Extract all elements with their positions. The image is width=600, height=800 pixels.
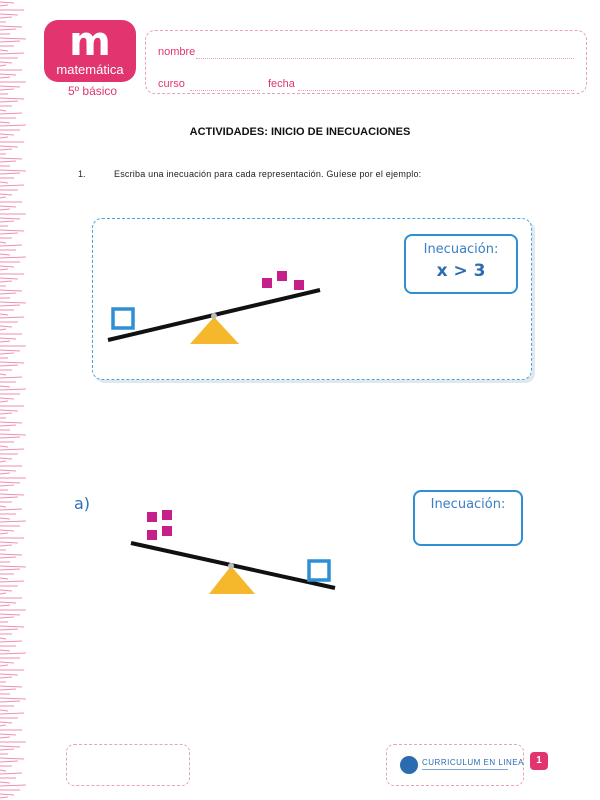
unit-square-icon	[147, 512, 157, 522]
unknown-square-icon	[309, 561, 329, 580]
part-a-label: a)	[74, 494, 91, 513]
fulcrum-pivot	[228, 563, 234, 569]
footer-left-box	[66, 744, 190, 786]
brand-logo-icon	[400, 756, 418, 774]
unit-square-icon	[162, 510, 172, 520]
example-inequality-label: Inecuación:	[423, 242, 499, 257]
brand-name: CURRICULUM EN LINEA	[422, 758, 524, 767]
unit-square-icon	[147, 530, 157, 540]
question-text: Escriba una inecuación para cada representación. Guíese por el ejemplo:	[114, 169, 422, 179]
name-label: nombre	[158, 46, 196, 58]
unit-square-icon	[162, 526, 172, 536]
page-number-badge: 1	[530, 752, 548, 770]
date-label: fecha	[268, 78, 295, 90]
part-a-inequality-label: Inecuación:	[430, 497, 506, 512]
page-title: ACTIVIDADES: INICIO DE INECUACIONES	[189, 126, 411, 138]
logo-letter: m	[69, 19, 111, 65]
course-label: curso	[158, 78, 185, 90]
brand-underline	[422, 769, 508, 773]
example-inequality-answer: x > 3	[436, 261, 486, 281]
grade-label: 5º básico	[68, 84, 118, 98]
question-number: 1.	[78, 169, 86, 179]
logo-word: matemática	[56, 62, 124, 77]
